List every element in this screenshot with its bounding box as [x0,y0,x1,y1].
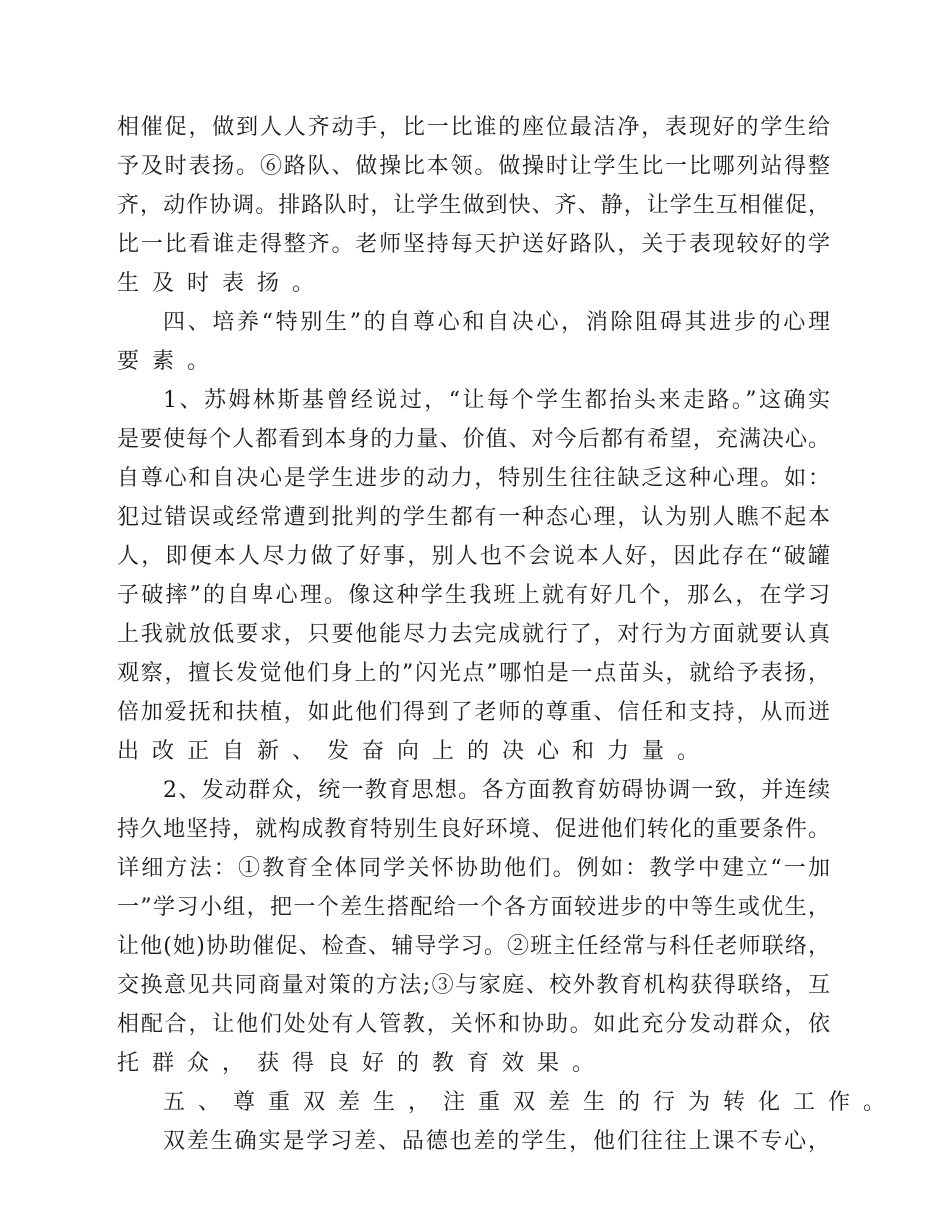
text-line: 子破摔”的自卑心理。像这种学生我班上就有好几个，那么，在学习 [117,583,830,608]
text-line: 齐，动作协调。排路队时，让学生做到快、齐、静，让学生互相催促， [117,193,830,218]
text-line: 五、尊重双差生，注重双差生的行为转化工作。 [163,1090,899,1115]
text-line: 出改正自新、发奋向上的决心和力量。 [117,739,713,764]
text-line: 观察，擅长发觉他们身上的”闪光点”哪怕是一点苗头，就给予表扬， [117,661,830,686]
text-line: 人，即便本人尽力做了好事，别人也不会说本人好，因此存在“破罐 [117,544,830,569]
text-line: 要素。 [117,349,223,374]
document-page [117,112,899,1165]
text-line: 予及时表扬。⑥路队、做操比本领。做操时让学生比一比哪列站得整 [117,154,830,179]
text-line: 犯过错误或经常遭到批判的学生都有一种态心理，认为别人瞧不起本 [117,505,830,530]
text-line: 1、苏姆林斯基曾经说过，“让每个学生都抬头来走路。”这确实 [163,388,830,413]
text-line: 一”学习小组，把一个差生搭配给一个各方面较进步的中等生或优生， [117,895,830,920]
text-line: 相配合，让他们处处有人管教，关怀和协助。如此充分发动群众，依 [117,1012,830,1037]
text-line: 生及时表扬。 [117,271,328,296]
text-line: 持久地坚持，就构成教育特别生良好环境、促进他们转化的重要条件。 [117,817,830,842]
text-line: 相催促，做到人人齐动手，比一比谁的座位最洁净，表现好的学生给 [117,115,830,140]
text-line: 比一比看谁走得整齐。老师坚持每天护送好路队，关于表现较好的学 [117,232,830,257]
text-line: 是要使每个人都看到本身的力量、价值、对今后都有希望，充满决心。 [117,427,830,452]
text-line: 交换意见共同商量对策的方法;③与家庭、校外教育机构获得联络，互 [117,973,830,998]
text-line: 托群众，获得良好的教育效果。 [117,1051,608,1076]
text-line: 倍加爱抚和扶植，如此他们得到了老师的尊重、信任和支持，从而迸 [117,700,830,725]
text-line: 详细方法：①教育全体同学关怀协助他们。例如：教学中建立“一加 [117,856,830,881]
text-line: 双差生确实是学习差、品德也差的学生，他们往往上课不专心， [163,1129,830,1154]
text-line: 让他(她)协助催促、检查、辅导学习。②班主任经常与科任老师联络， [117,934,830,959]
text-line: 四、培养“特别生”的自尊心和自决心，消除阻碍其进步的心理 [163,310,830,335]
text-line: 2、发动群众，统一教育思想。各方面教育妨碍协调一致，并连续 [163,778,830,803]
text-line: 自尊心和自决心是学生进步的动力，特别生往往缺乏这种心理。如： [117,466,830,491]
text-line: 上我就放低要求，只要他能尽力去完成就行了，对行为方面就要认真 [117,622,830,647]
